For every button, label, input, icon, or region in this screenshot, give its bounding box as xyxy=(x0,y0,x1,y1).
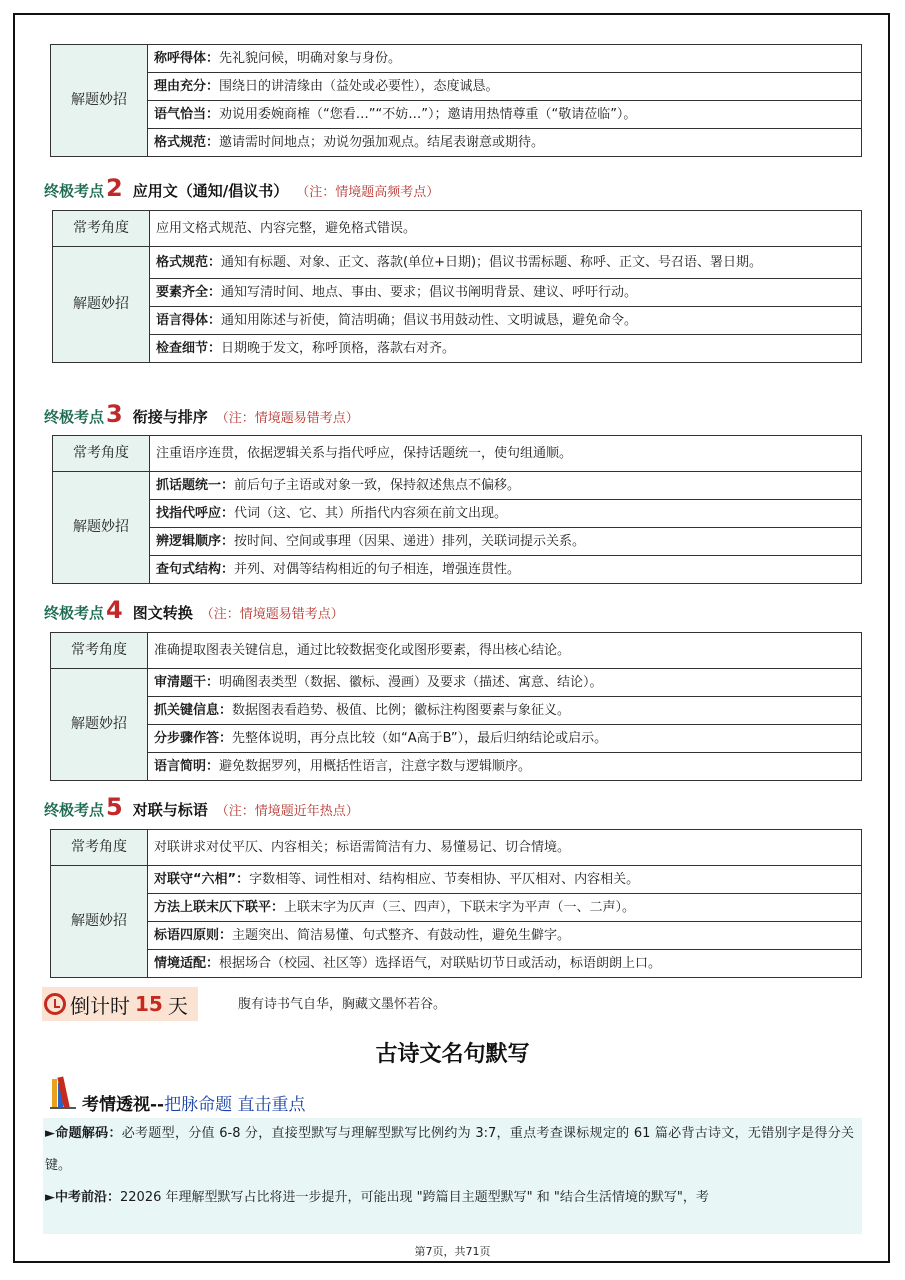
section-heading-3: 终极考点 3 衔接与排序 （注：情境题易错考点） xyxy=(44,400,359,428)
subheading: 考情透视--把脉命题 直击重点 xyxy=(82,1095,306,1115)
info-paragraph: ►命题解码：必考题型，分值 6-8 分，直接型默写与理解型默写比例约为 3:7，重点考查课标规定的 61 篇必背古诗文，无错别字是得分关键。 xyxy=(45,1126,854,1173)
table-row: 找指代呼应：代词（这、它、其）所指代内容须在前文出现。 xyxy=(150,500,862,528)
tips-label: 解题妙招 xyxy=(51,866,148,978)
table-row: 格式规范：邀请需时间地点；劝说勿强加观点。结尾表谢意或期待。 xyxy=(148,129,862,157)
table-row: 语言得体：通知用陈述与祈使，简洁明确；倡议书用鼓动性、文明诚恳，避免命令。 xyxy=(150,307,862,335)
angle-text: 准确提取图表关键信息，通过比较数据变化或图形要素，得出核心结论。 xyxy=(148,633,862,669)
table-row: 格式规范：通知有标题、对象、正文、落款(单位+日期)；倡议书需标题、称呼、正文、号召语、署日期。 xyxy=(150,247,862,279)
angle-label: 常考角度 xyxy=(51,830,148,866)
table-row: 情境适配：根据场合（校园、社区等）选择语气，对联贴切节日或活动，标语朗朗上口。 xyxy=(148,950,862,978)
angle-text: 应用文格式规范、内容完整，避免格式错误。 xyxy=(150,211,862,247)
table-row: 理由充分：围绕日的讲清缘由（益处或必要性），态度诚恳。 xyxy=(148,73,862,101)
tips-table-1 xyxy=(50,44,862,157)
motto: 腹有诗书气自华，胸藏文墨怀若谷。 xyxy=(238,997,447,1012)
table-row: 查句式结构：并列、对偶等结构相近的句子相连，增强连贯性。 xyxy=(150,556,862,584)
table-row: 语言简明：避免数据罗列，用概括性语言，注意字数与逻辑顺序。 xyxy=(148,753,862,781)
angle-text: 注重语序连贯，依据逻辑关系与指代呼应，保持话题统一，使句组通顺。 xyxy=(150,436,862,472)
section-table-5 xyxy=(50,829,862,978)
table-row: 检查细节：日期晚于发文，称呼顶格，落款右对齐。 xyxy=(150,335,862,363)
clock-icon xyxy=(44,993,66,1015)
countdown-badge xyxy=(42,987,198,1021)
angle-text: 对联讲求对仗平仄、内容相关；标语需简洁有力、易懂易记、切合情境。 xyxy=(148,830,862,866)
countdown-prefix: 倒计时 xyxy=(70,993,130,1018)
table-row: 方法上联末仄下联平：上联末字为仄声（三、四声），下联末字为平声（一、二声）。 xyxy=(148,894,862,922)
section-heading-2: 终极考点 2 应用文（通知/倡议书） （注：情境题高频考点） xyxy=(44,174,440,202)
section-table-2 xyxy=(52,210,862,363)
section-heading-4: 终极考点 4 图文转换 （注：情境题易错考点） xyxy=(44,596,344,624)
table-row: 抓关键信息：数据图表看趋势、极值、比例；徽标注构图要素与象征义。 xyxy=(148,697,862,725)
section-table-4 xyxy=(50,632,862,781)
page-number: 第7页，共71页 xyxy=(414,1245,491,1258)
table-row: 分步骤作答：先整体说明，再分点比较（如“A高于B”），最后归纳结论或启示。 xyxy=(148,725,862,753)
angle-label: 常考角度 xyxy=(53,436,150,472)
table-row: 抓话题统一：前后句子主语或对象一致，保持叙述焦点不偏移。 xyxy=(150,472,862,500)
section-table-3 xyxy=(52,435,862,584)
exam-info-box xyxy=(43,1118,862,1234)
books-icon xyxy=(52,1075,78,1109)
table-row: 对联守“六相”：字数相等、词性相对、结构相应、节奏相协、平仄相对、内容相关。 xyxy=(148,866,862,894)
table-row: 审清题干：明确图表类型（数据、徽标、漫画）及要求（描述、寓意、结论）。 xyxy=(148,669,862,697)
angle-label: 常考角度 xyxy=(53,211,150,247)
info-paragraph: ►中考前沿：22026 年理解型默写占比将进一步提升，可能出现 "跨篇目主题型默写" 和 "结合生活情境的默写"，考 xyxy=(45,1190,709,1205)
tips-label: 解题妙招 xyxy=(53,247,150,363)
tips-label: 解题妙招 xyxy=(53,472,150,584)
table-label: 解题妙招 xyxy=(51,45,148,157)
table-row: 称呼得体：先礼貌问候，明确对象与身份。 xyxy=(148,45,862,73)
table-row: 标语四原则：主题突出、简洁易懂、句式整齐、有鼓动性，避免生僻字。 xyxy=(148,922,862,950)
table-row: 语气恰当：劝说用委婉商榷（“您看…”“不妨…”）；邀请用热情尊重（“敬请莅临”）。 xyxy=(148,101,862,129)
section-title: 古诗文名句默写 xyxy=(375,1042,530,1067)
angle-label: 常考角度 xyxy=(51,633,148,669)
tips-label: 解题妙招 xyxy=(51,669,148,781)
table-row: 辨逻辑顺序：按时间、空间或事理（因果、递进）排列，关联词提示关系。 xyxy=(150,528,862,556)
countdown-suffix: 天 xyxy=(167,993,188,1018)
table-row: 要素齐全：通知写清时间、地点、事由、要求；倡议书阐明背景、建议、呼吁行动。 xyxy=(150,279,862,307)
section-heading-5: 终极考点 5 对联与标语 （注：情境题近年热点） xyxy=(44,793,359,821)
countdown-days: 15 xyxy=(135,992,163,1016)
